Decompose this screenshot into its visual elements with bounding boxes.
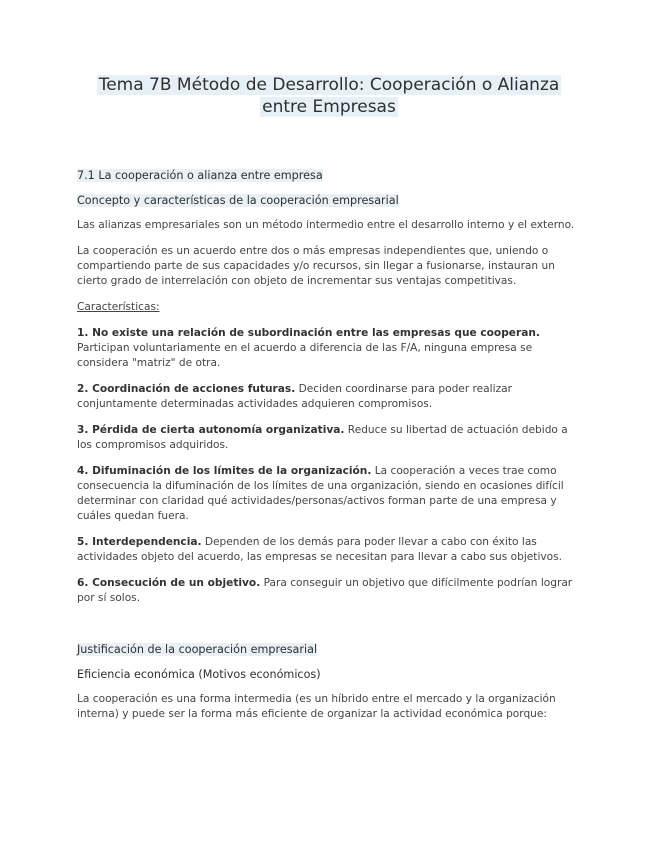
section-spacer (77, 617, 581, 642)
document-title (77, 74, 581, 118)
subheading-text: Concepto y características de la cooperación empresarial (77, 194, 399, 207)
section-2-heading-text: Justificación de la cooperación empresarial (77, 643, 318, 656)
paragraph-definicion: La cooperación es un acuerdo entre dos o más empresas independientes que, uniendo o compartiendo parte de sus capacidades y/o recursos, sin llegar a fusionarse, instauran un cierto grado de interrelación con objeto de incrementar sus ventajas competitivas. (77, 245, 555, 287)
list-item-1-title: 1. No existe una relación de subordinación entre las empresas que cooperan. (77, 327, 540, 339)
list-item-6-text: Para conseguir un objetivo que difícilmente podrían lograr por sí solos. (77, 577, 573, 604)
list-item-4 (77, 464, 581, 524)
caracteristicas-label: Características: (77, 301, 160, 313)
list-item-6 (77, 576, 581, 606)
paragraph-forma-intermedia: La cooperación es una forma intermedia (es un híbrido entre el mercado y la organización interna) y puede ser la forma más eficiente de organizar la actividad económica porque: (77, 693, 556, 720)
list-item-4-title: 4. Difuminación de los límites de la organización. (77, 465, 372, 477)
list-item-5-title: 5. Interdependencia. (77, 536, 202, 548)
section-heading-justificacion (77, 642, 581, 657)
subheading-eficiencia (77, 667, 581, 682)
list-item-5-text: Dependen de los demás para poder llevar a cabo con éxito las actividades objeto del acuerdo, las empresas se necesitan para llevar a cabo sus objetivos. (77, 536, 563, 563)
list-item-2-text: Deciden coordinarse para poder realizar conjuntamente determinadas actividades adquieren compromisos. (77, 383, 512, 410)
title-line-1: Tema 7B Método de Desarrollo: Cooperación o Alianza (98, 75, 560, 95)
list-item-2 (77, 382, 581, 412)
title-line-2: entre Empresas (262, 97, 396, 117)
list-item-1 (77, 326, 581, 371)
list-item-3 (77, 423, 581, 453)
list-item-2-title: 2. Coordinación de acciones futuras. (77, 383, 296, 395)
list-item-4-text: La cooperación a veces trae como consecuencia la difuminación de los límites de una organización, siendo en ocasiones difícil determinar con claridad qué actividades/personas/activos forman parte de una empresa y cuáles quedan fuera. (77, 465, 564, 522)
subheading-concepto (77, 193, 581, 208)
document-page (77, 74, 581, 733)
section-heading-text: 7.1 La cooperación o alianza entre empresa (77, 169, 323, 182)
list-item-5 (77, 535, 581, 565)
subheading-2-text: Eficiencia económica (Motivos económicos) (77, 668, 321, 681)
section-heading-cooperacion (77, 168, 581, 183)
list-item-1-text: Participan voluntariamente en el acuerdo a diferencia de las F/A, ninguna empresa se considera "matriz" de otra. (77, 342, 533, 369)
list-item-3-title: 3. Pérdida de cierta autonomía organizativa. (77, 424, 345, 436)
list-item-3-text: Reduce su libertad de actuación debido a los compromisos adquiridos. (77, 424, 568, 451)
paragraph-alianzas: Las alianzas empresariales son un método intermedio entre el desarrollo interno y el externo. (77, 219, 575, 231)
list-item-6-title: 6. Consecución de un objetivo. (77, 577, 261, 589)
